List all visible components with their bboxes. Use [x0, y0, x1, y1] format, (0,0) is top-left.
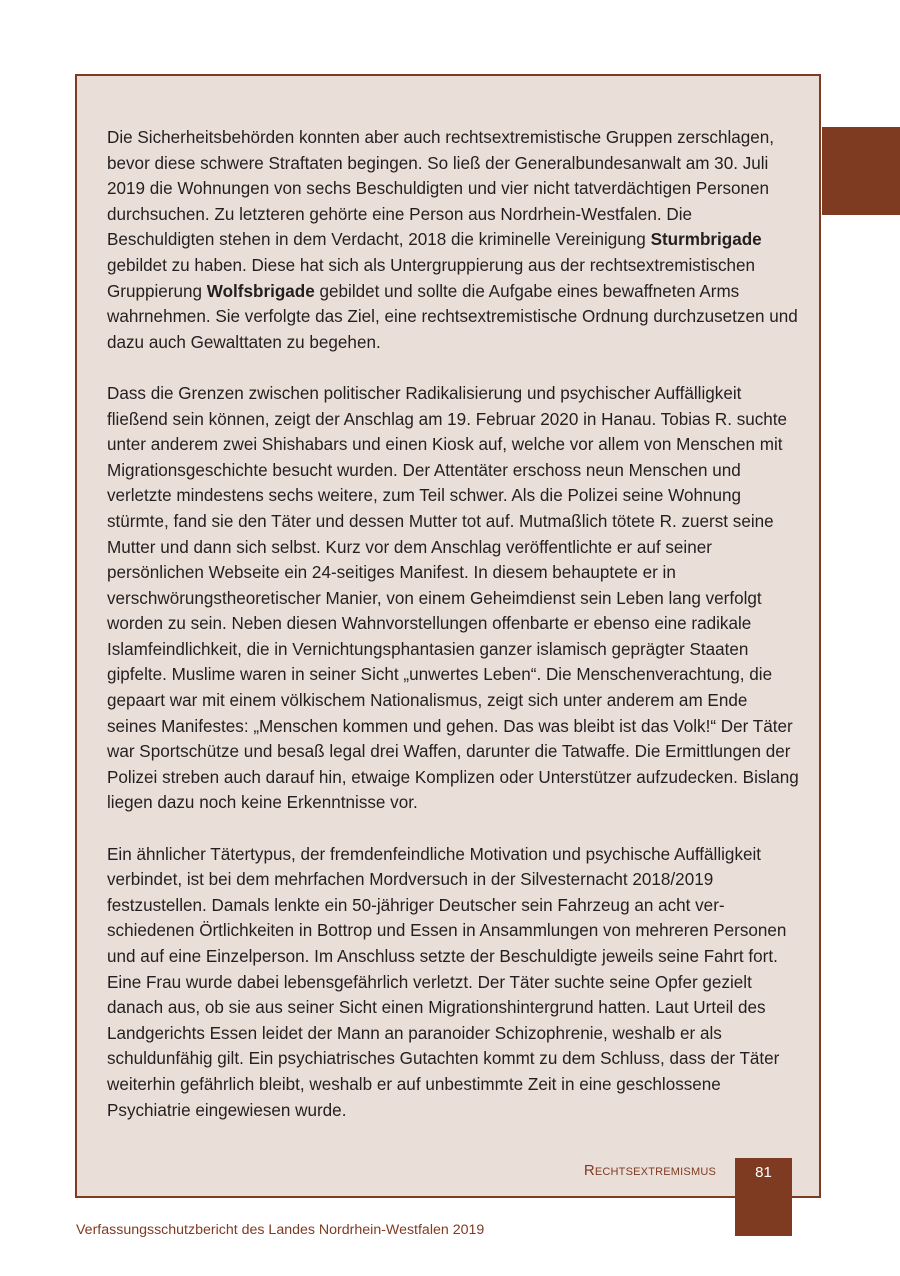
paragraph-2: Dass die Grenzen zwischen politischer Radikalisierung und psychischer Auffälligkeit fließend sein können, zeigt der Anschlag am 19. Februar 2020 in Hanau. Tobias R. suchte unter anderem zwei Shishabars und einen Kiosk auf, welche vor allem von Menschen mit Migrationsgeschichte besucht wurden. Der Attentäter erschoss neun Menschen und verletzte mindestens sechs weitere, zum Teil schwer. Als die Polizei seine Wohnung stürmte, fand sie den Täter und dessen Mutter tot auf. Mutmaßlich tötete R. zuerst seine Mutter und dann sich selbst. Kurz vor dem Anschlag veröffentlichte er auf seiner persönlichen Webseite ein 24-seitiges Manifest. In diesem behauptete er in verschwörungstheoretischer Manier, von einem Geheimdienst sein Leben lang verfolgt worden zu sein. Neben diesen Wahnvorstellungen offenbarte er ebenso eine radikale Islamfeindlichkeit, die in Vernichtungsphantasien ganzer islamisch geprägter Staaten gipfelte. Muslime waren in seiner Sicht „unwertes Leben“. Die Menschenverachtung, die gepaart war mit einem völkischem Nationalismus, zeigt sich unter anderem am Ende seines Manifestes: „Menschen kommen und gehen. Das was bleibt ist das Volk!“ Der Täter war Sportschütze und besaß legal drei Waffen, darunter die Tatwaffe. Die Ermittlungen der Polizei streben auch darauf hin, etwaige Komplizen oder Unterstützer aufzudecken. Bislang liegen dazu noch keine Erkenntnisse vor.	[107, 383, 799, 813]
paragraph-1-text-a: Die Sicherheitsbehörden konnten aber auch rechtsextremistische Gruppen zerschlagen, bevor diese schwere Straftaten begingen. So ließ der Generalbundesanwalt am 30. Juli 2019 die Wohnungen von sechs Beschuldigten und vier nicht tatverdächtigen Personen durchsuchen. Zu letzteren gehörte eine Person aus Nordrhein-Westfalen. Die Beschuldigten stehen in dem Verdacht, 2018 die kriminelle Vereinigung	[107, 128, 775, 250]
paragraph-3: Ein ähnlicher Tätertypus, der fremdenfeindliche Motivation und psychische Auffälligkeit verbindet, ist bei dem mehrfachen Mordversuch in der Silvesternacht 2018/2019 festzustellen. Damals lenkte ein 50-jähriger Deutscher sein Fahrzeug an acht verschiedenen Örtlichkeiten in Bottrop und Essen in Ansammlungen von mehreren Personen und auf eine Einzelperson. Im Anschluss setzte der Beschuldigte jeweils seine Fahrt fort. Eine Frau wurde dabei lebensgefährlich verletzt. Der Täter suchte seine Opfer gezielt danach aus, ob sie aus seiner Sicht einen Migrationshintergrund hatten. Laut Urteil des Landgerichts Essen leidet der Mann an paranoider Schizophrenie, weshalb er als schuldunfähig gilt. Ein psychiatrisches Gutachten kommt zu dem Schluss, dass der Täter weiterhin gefährlich bleibt, weshalb er auf unbestimmte Zeit in eine geschlossene Psychiatrie eingewiesen wurde.	[107, 844, 787, 1120]
footer-title: Verfassungsschutzbericht des Landes Nordrhein-Westfalen 2019	[76, 1222, 485, 1238]
paragraph-1-text-c: gebildet und sollte die Aufgabe eines bewaffneten Arms wahrnehmen. Sie verfolgte das Ziel, eine rechtsextremistische Ordnung durchzusetzen und dazu auch Gewalttaten zu begehen.	[107, 281, 798, 352]
section-label: Rechtsextremismus	[583, 1162, 716, 1179]
page-number: 81	[755, 1164, 772, 1181]
term-wolfsbrigade: Wolfsbrigade	[206, 281, 315, 301]
body-text	[107, 125, 799, 1149]
chapter-side-tab	[822, 127, 900, 215]
page-number-box	[735, 1158, 792, 1236]
paragraph-1	[107, 125, 799, 355]
paragraph-1-text-b: gebildet zu haben. Diese hat sich als Untergruppierung aus der rechtsextremistischen Gruppierung	[107, 255, 756, 301]
term-sturmbrigade: Sturmbrigade	[650, 230, 762, 250]
